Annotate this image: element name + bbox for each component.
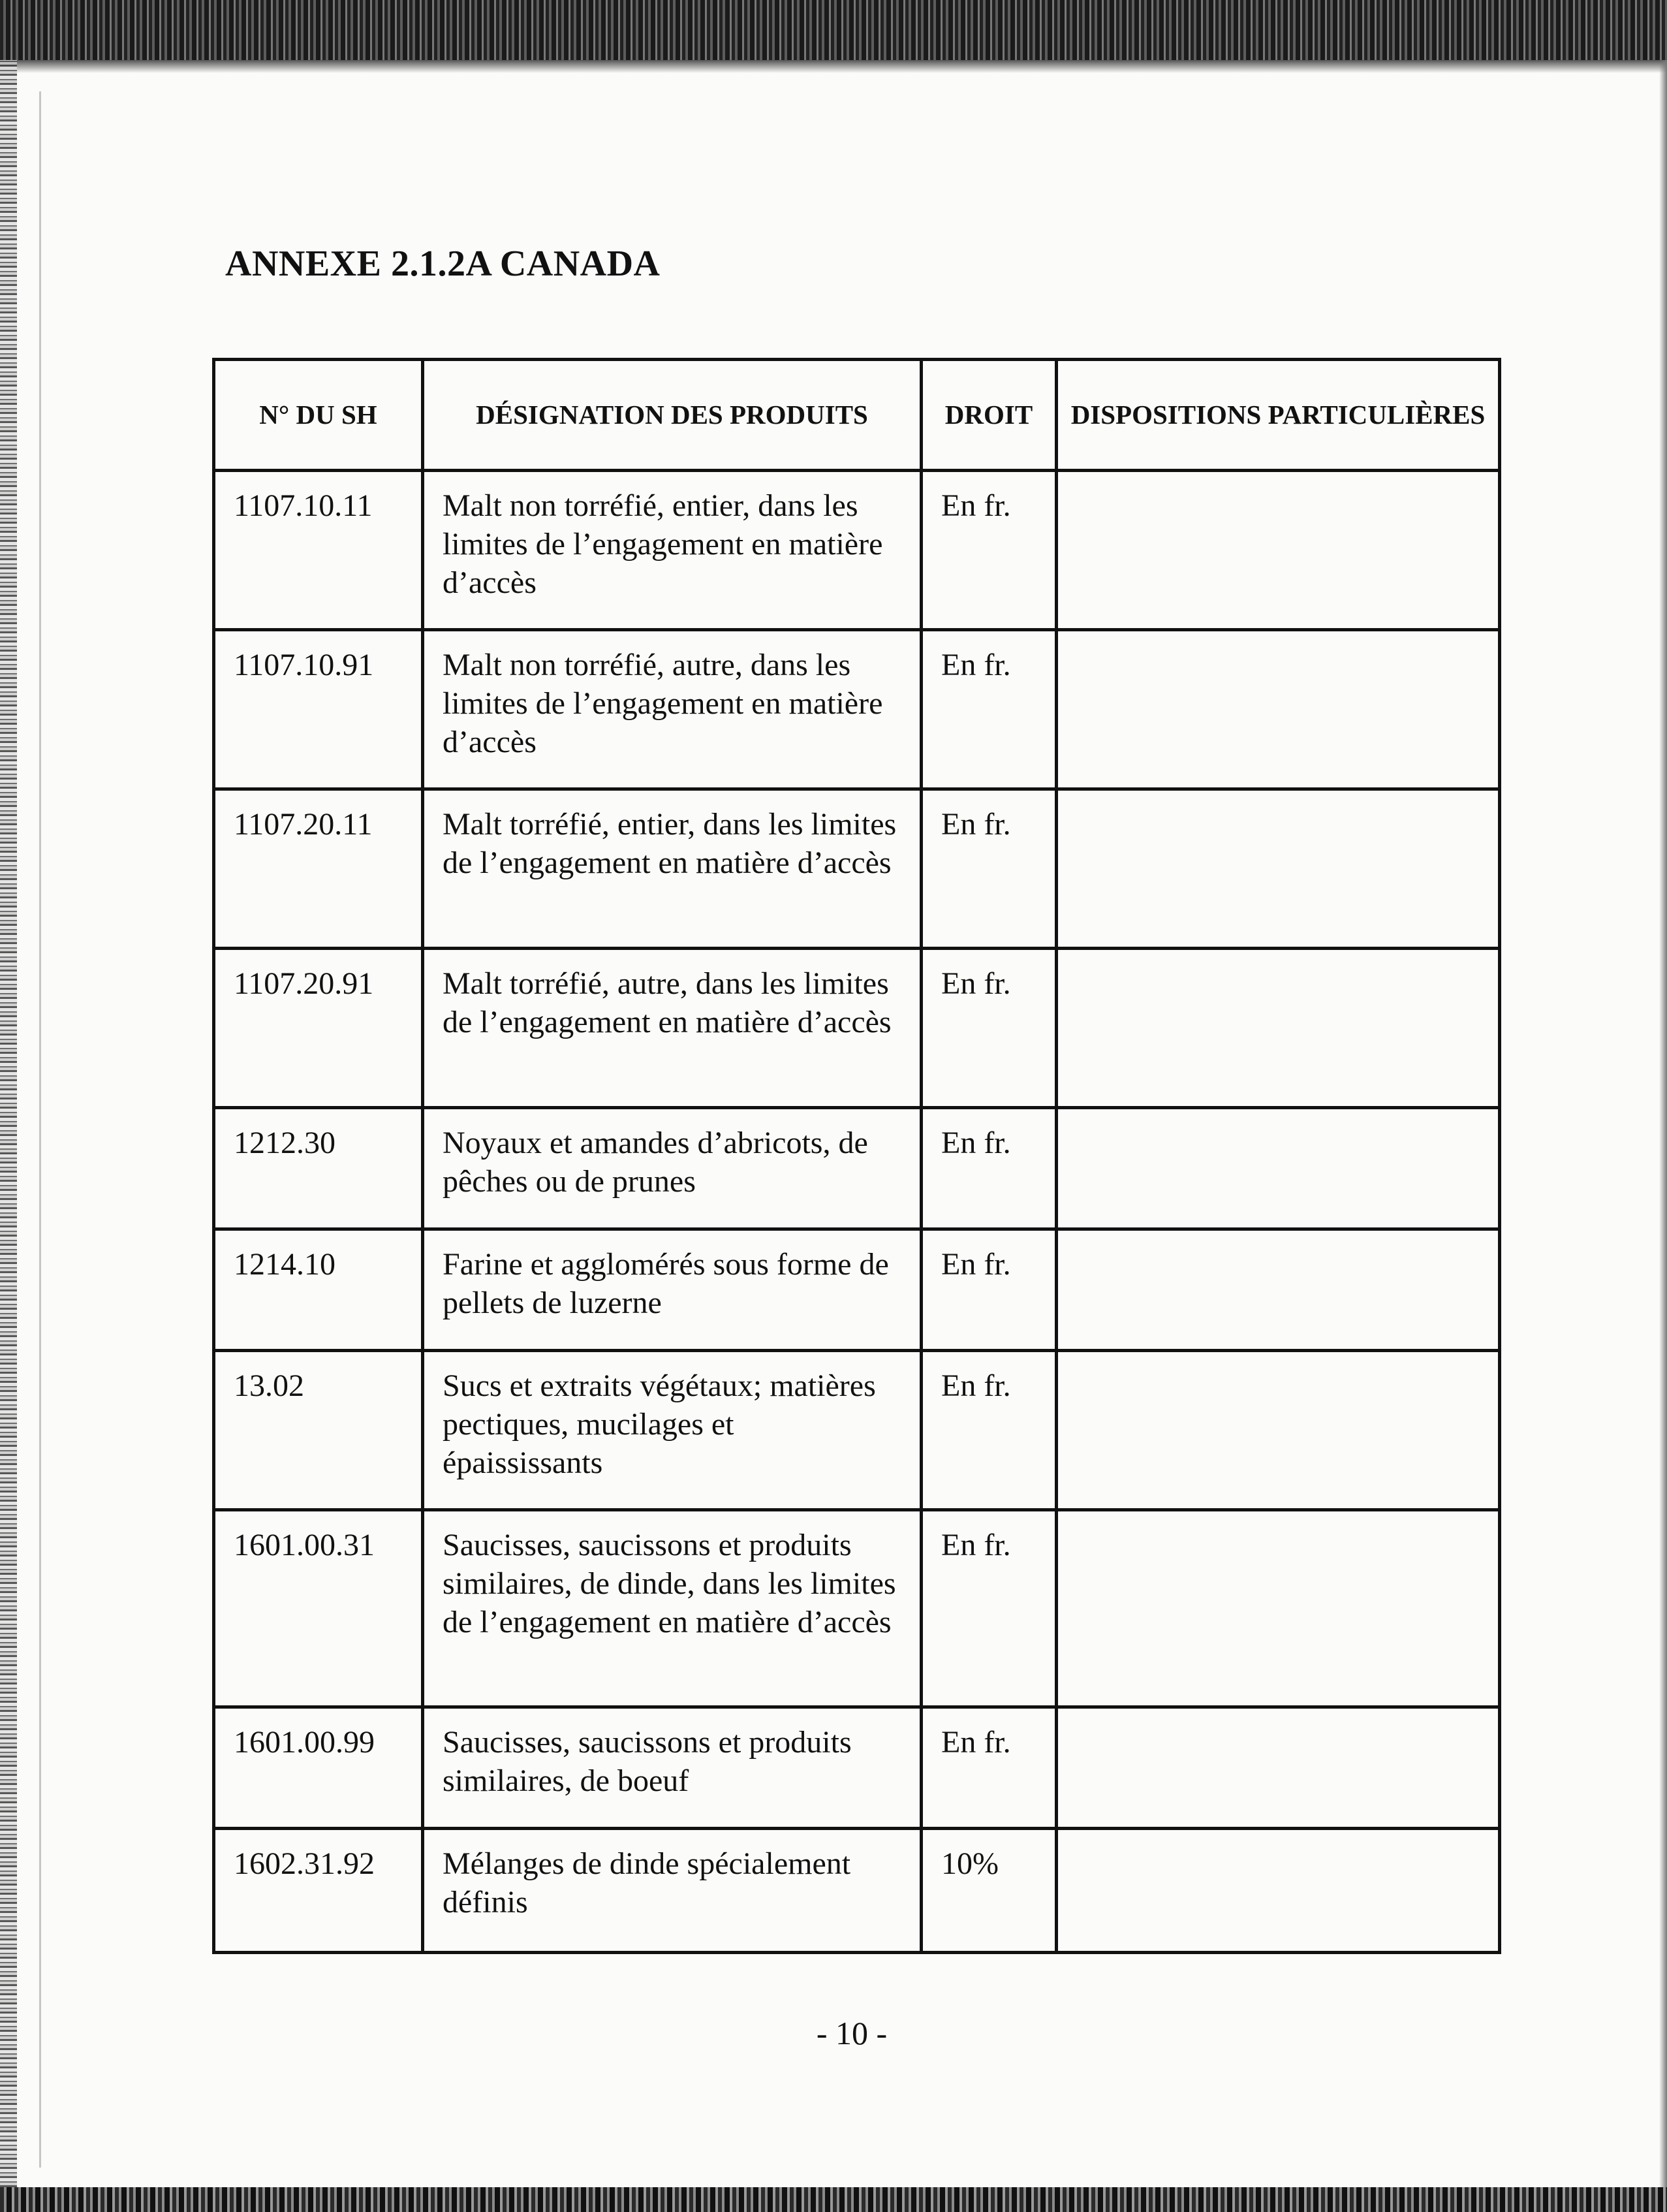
scan-border-right bbox=[1659, 60, 1667, 2187]
table-row bbox=[214, 1229, 1500, 1351]
hs-code-cell: 1601.00.31 bbox=[214, 1510, 423, 1707]
designation-cell: Farine et agglomérés sous forme de pellets de luzerne bbox=[423, 1229, 922, 1351]
designation-cell: Saucisses, saucissons et produits similaires, de boeuf bbox=[423, 1707, 922, 1829]
hs-code-cell: 1602.31.92 bbox=[214, 1829, 423, 1953]
hs-code-cell: 1107.20.11 bbox=[214, 789, 423, 949]
provisions-cell bbox=[1057, 1229, 1500, 1351]
tariff-table bbox=[212, 358, 1501, 1954]
page-number: - 10 - bbox=[816, 2015, 888, 2051]
duty-cell: En fr. bbox=[922, 949, 1057, 1108]
hs-code-cell: 13.02 bbox=[214, 1351, 423, 1510]
table-header-row bbox=[214, 360, 1500, 471]
table-row bbox=[214, 630, 1500, 789]
header-product-designation: DÉSIGNATION DES PRODUITS bbox=[423, 360, 922, 471]
scan-edge-line bbox=[39, 91, 41, 2168]
duty-cell: En fr. bbox=[922, 1707, 1057, 1829]
hs-code-cell: 1107.20.91 bbox=[214, 949, 423, 1108]
duty-cell: En fr. bbox=[922, 1229, 1057, 1351]
duty-cell: En fr. bbox=[922, 1510, 1057, 1707]
scan-shadow-top bbox=[0, 60, 1667, 73]
designation-cell: Malt torréfié, autre, dans les limites de l’engagement en matière d’accès bbox=[423, 949, 922, 1108]
designation-cell: Malt torréfié, entier, dans les limites de l’engagement en matière d’accès bbox=[423, 789, 922, 949]
table-row bbox=[214, 1829, 1500, 1953]
page-title: ANNEXE 2.1.2A CANADA bbox=[225, 244, 661, 284]
designation-cell: Noyaux et amandes d’abricots, de pêches ou de prunes bbox=[423, 1108, 922, 1229]
provisions-cell bbox=[1057, 471, 1500, 630]
provisions-cell bbox=[1057, 1351, 1500, 1510]
scan-border-top bbox=[0, 0, 1667, 60]
hs-code-cell: 1601.00.99 bbox=[214, 1707, 423, 1829]
table-row bbox=[214, 471, 1500, 630]
header-special-provisions: DISPOSITIONS PARTICULIÈRES bbox=[1057, 360, 1500, 471]
hs-code-cell: 1212.30 bbox=[214, 1108, 423, 1229]
table-row bbox=[214, 789, 1500, 949]
table-row bbox=[214, 1510, 1500, 1707]
provisions-cell bbox=[1057, 630, 1500, 789]
header-hs-number: N° DU SH bbox=[214, 360, 423, 471]
provisions-cell bbox=[1057, 789, 1500, 949]
hs-code-cell: 1107.10.11 bbox=[214, 471, 423, 630]
duty-cell: En fr. bbox=[922, 471, 1057, 630]
hs-code-cell: 1107.10.91 bbox=[214, 630, 423, 789]
provisions-cell bbox=[1057, 949, 1500, 1108]
designation-cell: Mélanges de dinde spécialement définis bbox=[423, 1829, 922, 1953]
duty-cell: En fr. bbox=[922, 630, 1057, 789]
designation-cell: Sucs et extraits végétaux; matières pectiques, mucilages et épaississants bbox=[423, 1351, 922, 1510]
table-row bbox=[214, 949, 1500, 1108]
duty-cell: En fr. bbox=[922, 1108, 1057, 1229]
scan-border-bottom bbox=[0, 2187, 1667, 2212]
table-row bbox=[214, 1351, 1500, 1510]
provisions-cell bbox=[1057, 1707, 1500, 1829]
designation-cell: Saucisses, saucissons et produits similaires, de dinde, dans les limites de l’engagement en matière d’accès bbox=[423, 1510, 922, 1707]
duty-cell: 10% bbox=[922, 1829, 1057, 1953]
duty-cell: En fr. bbox=[922, 789, 1057, 949]
table-row bbox=[214, 1108, 1500, 1229]
provisions-cell bbox=[1057, 1108, 1500, 1229]
header-duty: DROIT bbox=[922, 360, 1057, 471]
scan-border-left bbox=[0, 60, 17, 2187]
table-row bbox=[214, 1707, 1500, 1829]
designation-cell: Malt non torréfié, autre, dans les limites de l’engagement en matière d’accès bbox=[423, 630, 922, 789]
provisions-cell bbox=[1057, 1829, 1500, 1953]
duty-cell: En fr. bbox=[922, 1351, 1057, 1510]
hs-code-cell: 1214.10 bbox=[214, 1229, 423, 1351]
designation-cell: Malt non torréfié, entier, dans les limites de l’engagement en matière d’accès bbox=[423, 471, 922, 630]
provisions-cell bbox=[1057, 1510, 1500, 1707]
